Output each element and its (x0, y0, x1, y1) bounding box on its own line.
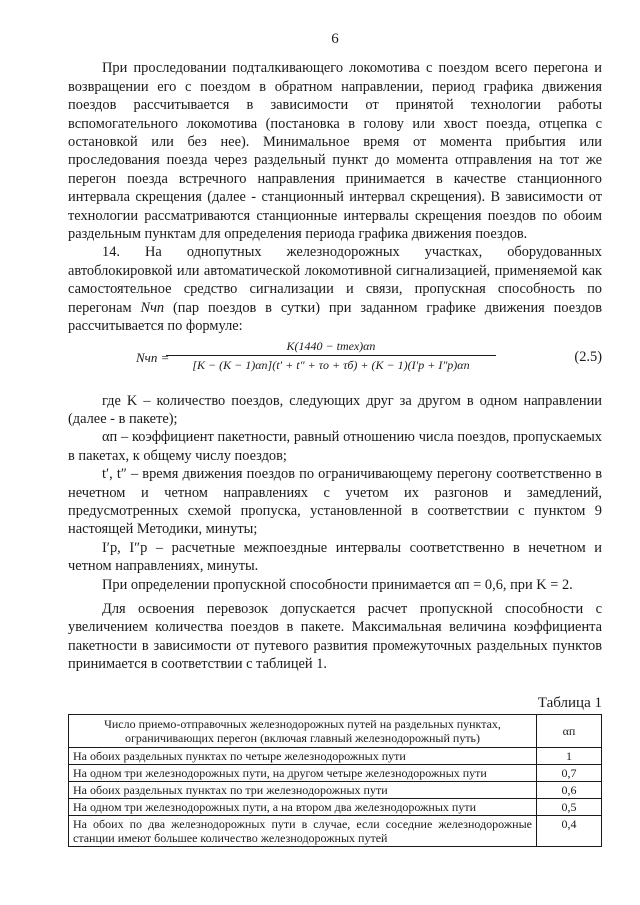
formula-2-5 (68, 338, 602, 378)
table-cell-value: 0,6 (537, 782, 602, 799)
table-row (69, 782, 602, 799)
paragraph-pusher-locomotive: При проследовании подталкивающего локомотива с поездом всего перегона и возвращении его с поездом в обратном направлении, период графика движения поездов рассчитывается в зависимости от принятой технологии работы вспомогательного локомотива (постановка в голову или хвост поезда, отцепка с остановкой или без нее). Минимальное время от момента прибытия или проследования поезда через раздельный пункт до момента отправления на тот же перегон поезда встречного направления принимается в качестве станционного интервала скрещения (далее - станционный интервал скрещения). В зависимости от технологии рассматриваются станционные интервалы скрещения поездов по обоим раздельным пунктам для определения периода графика движения поездов. (68, 60, 602, 243)
table-header-row (69, 715, 602, 748)
paragraph-14 (68, 243, 602, 335)
fraction-bar (166, 355, 496, 356)
definition-alpha: αп – коэффициент пакетности, равный отношению числа поездов, пропускаемых в пакетах, к общему числу поездов; (68, 429, 602, 464)
table-cell-value: 1 (537, 748, 602, 765)
table-header-alpha: αп (537, 715, 602, 748)
table-1 (68, 714, 602, 847)
page-number: 6 (331, 31, 339, 47)
capacity-symbol: Nчп (140, 299, 165, 316)
table-row (69, 748, 602, 765)
table-row (69, 816, 602, 847)
formula-numerator: K(1440 − tтех)αп (286, 338, 376, 353)
formula-lhs: Nчп = (136, 349, 170, 365)
document-page (68, 30, 602, 847)
table-row (69, 799, 602, 816)
paragraph-14-text-a: 14. На однопутных железнодорожных участках, оборудованных автоблокировкой или автоматической локомотивной сигнализацией, применяемой как самостоятельное средство сигнализации и связи, пропускная способность по перегонам (68, 244, 602, 316)
paragraph-14-text-b: (пар поездов в сутки) при заданном графике движения поездов рассчитывается по формуле: (68, 299, 602, 335)
table-cell-value: 0,5 (537, 799, 602, 816)
paragraph-packet-increase: Для освоения перевозок допускается расчет пропускной способности с увеличением количества поездов в пакете. Максимальная величина коэффициента пакетности в зависимости от путевого развития промежуточных раздельных пунктов принимается в соответствии с таблицей 1. (68, 600, 602, 673)
formula-fraction (166, 338, 496, 373)
table-row (69, 765, 602, 782)
definition-t: t′, t″ – время движения поездов по ограничивающему перегону соответственно в нечетном и четном направлениях с учетом их разгонов и замедлений, предусмотренных схемой пропуска, установленной в соответствии с пунктом 9 настоящей Методики, минуты; (68, 466, 602, 538)
table-cell-value: 0,7 (537, 765, 602, 782)
table-cell-label: На обоих по два железнодорожных пути в случае, если соседние железнодорожные станции имеют большее количество железнодорожных путей (69, 816, 537, 847)
table-caption: Таблица 1 (537, 694, 602, 711)
table-header-tracks: Число приемо-отправочных железнодорожных путей на раздельных пунктах, ограничивающих перегон (включая главный железнодорожный путь) (69, 715, 537, 748)
definition-i: I′р, I″р – расчетные межпоездные интервалы соответственно в нечетном и четном направлениях, минуты. (68, 539, 602, 575)
alpha-value-note: При определении пропускной способности принимается αп = 0,6, при K = 2. (102, 576, 573, 593)
table-cell-label: На обоих раздельных пунктах по три железнодорожных пути (69, 782, 537, 799)
table-cell-label: На одном три железнодорожных пути, а на втором два железнодорожных пути (69, 799, 537, 816)
table-cell-label: На обоих раздельных пунктах по четыре железнодорожных пути (69, 748, 537, 765)
formula-number: (2.5) (574, 348, 602, 365)
table-cell-label: На одном три железнодорожных пути, на другом четыре железнодорожных пути (69, 765, 537, 782)
table-cell-value: 0,4 (537, 816, 602, 847)
definition-k: где K – количество поездов, следующих друг за другом в одном направлении (далее - в пакете); (68, 392, 602, 427)
formula-denominator: [K − (K − 1)αп](t′ + t″ + τо + τб) + (K − 1)(I′р + I″р)αп (192, 357, 470, 372)
